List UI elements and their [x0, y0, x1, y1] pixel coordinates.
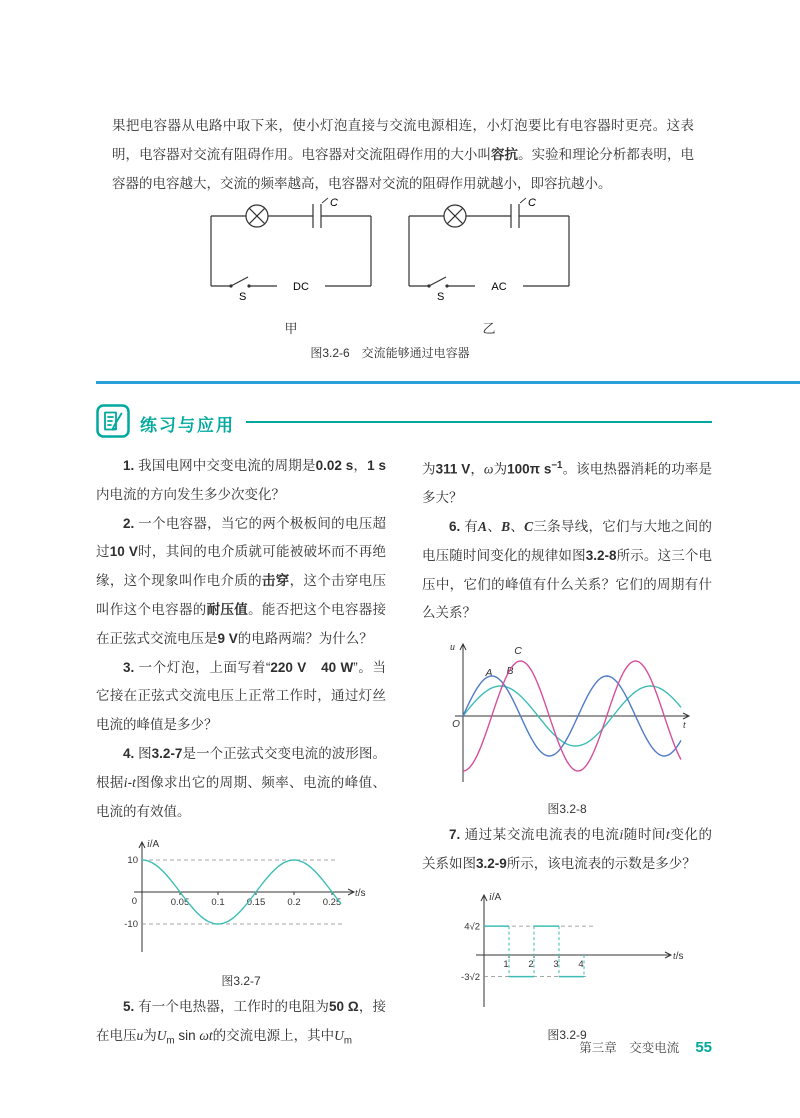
switch-icon — [429, 277, 446, 286]
svg-text:1: 1 — [503, 958, 509, 970]
circuit-label-jia: 甲 — [284, 321, 298, 336]
figure-3-2-6 — [0, 194, 800, 370]
svg-text:t/s: t/s — [673, 950, 684, 962]
svg-text:C: C — [514, 645, 522, 658]
switch-icon — [231, 277, 248, 286]
fig328-caption: 图3.2-8 — [547, 802, 587, 817]
section-rule-line — [246, 421, 712, 423]
figure-3-2-9 — [422, 887, 712, 1044]
question-7: 7. 通过某交流电流表的电流i随时间t变化的关系如图3.2-9所示，该电流表的示数是多少？ — [422, 827, 713, 871]
svg-text:4√2: 4√2 — [464, 921, 480, 933]
svg-text:0.05: 0.05 — [170, 897, 190, 909]
question-3: 3. 一个灯泡，上面写着“220 V 40 W”。当它接在正弦式交流电压上正常工作时，通过灯丝电流的峰值是多少？ — [96, 659, 387, 733]
circuit-diagram-dc — [203, 194, 379, 306]
svg-text:10: 10 — [127, 855, 138, 867]
capacitor-label: C — [330, 197, 338, 209]
switch-label: S — [239, 291, 247, 303]
fig327-waveform-chart — [112, 834, 370, 960]
fig329-caption: 图3.2-9 — [547, 1028, 587, 1043]
svg-text:0.2: 0.2 — [287, 897, 301, 909]
practice-icon — [96, 404, 130, 438]
question-5-part2: 为311 V，ω为100π $s^{-1}$。该电热器消耗的功率是多大？ — [422, 460, 712, 506]
circuit-diagram-ac — [401, 194, 577, 306]
exercise-columns — [96, 452, 712, 1056]
question-1: 1. 我国电网中交变电流的周期是0.02 s，1 s内电流的方向发生多少次变化？ — [96, 458, 386, 502]
switch-label: S — [437, 291, 445, 303]
section-divider-line — [96, 381, 800, 384]
svg-text:0: 0 — [131, 896, 137, 908]
fig329-square-wave-chart — [444, 887, 690, 1015]
svg-text:0.25: 0.25 — [322, 897, 342, 909]
svg-text:0.15: 0.15 — [246, 897, 266, 909]
svg-text:t/s: t/s — [355, 888, 366, 900]
svg-text:i/A: i/A — [489, 891, 502, 903]
svg-text:u: u — [450, 642, 455, 654]
circuit-label-yi: 乙 — [482, 321, 496, 336]
question-2: 2. 一个电容器，当它的两个极板间的电压超过10 V时，其间的电介质就可能被破坏而不再绝缘，这个现象叫作电介质的击穿，这个击穿电压叫作这个电容器的耐压值。能否把这个电容器接在正弦式交流电压是9 V的电路两端？为什么？ — [96, 515, 387, 646]
figure-3-2-7 — [96, 834, 386, 989]
right-column — [422, 452, 712, 1056]
question-4: 4. 图3.2-7是一个正弦式交变电流的波形图。根据i-t图像求出它的周期、频率、电流的峰值、电流的有效值。 — [96, 745, 387, 819]
svg-text:B: B — [506, 665, 514, 678]
svg-text:4: 4 — [578, 958, 584, 970]
fig327-caption: 图3.2-7 — [221, 974, 261, 989]
section-title: 练习与应用 — [140, 416, 235, 435]
footer-page-number: 55 — [695, 1039, 712, 1056]
page-footer — [579, 1038, 712, 1056]
figure-3-2-8 — [422, 636, 712, 817]
svg-text:2: 2 — [528, 958, 534, 970]
dc-source-label: DC — [293, 281, 309, 293]
svg-text:0.1: 0.1 — [211, 897, 225, 909]
left-column — [96, 452, 386, 1056]
practice-section-header — [96, 404, 712, 442]
question-6: 6. 有A、B、C三条导线，它们与大地之间的电压随时间变化的规律如图3.2-8所示。这三个电压中，它们的峰值有什么关系？它们的周期有什么关系？ — [422, 519, 713, 621]
fig328-three-voltages-chart — [437, 636, 697, 788]
svg-text:A: A — [485, 667, 493, 680]
svg-text:i/A: i/A — [147, 839, 160, 851]
svg-text:-10: -10 — [124, 919, 138, 931]
svg-text:O: O — [452, 719, 460, 731]
intro-paragraph: 果把电容器从电路中取下来，使小灯泡直接与交流电源相连，小灯泡要比有电容器时更亮。这表明，电容器对交流有阻碍作用。电容器对交流阻碍作用的大小叫容抗。实验和理论分析都表明，电容器的电容越大，交流的频率越高，电容器对交流的阻碍作用就越小，即容抗越小。 — [112, 117, 695, 191]
capacitor-label: C — [528, 197, 536, 209]
fig326-caption: 图3.2-6 交流能够通过电容器 — [310, 346, 470, 360]
svg-text:3: 3 — [553, 958, 559, 970]
svg-text:-3√2: -3√2 — [461, 971, 480, 983]
question-5-part1: 5. 有一个电热器，工作时的电阻为50 Ω，接在电压u为$U_m$ sin ωt的交流电源上，其中$U_m$ — [96, 999, 387, 1047]
ac-source-label: AC — [491, 281, 507, 293]
footer-chapter-title: 第三章 交变电流 — [579, 1041, 680, 1055]
svg-text:t: t — [683, 720, 686, 732]
